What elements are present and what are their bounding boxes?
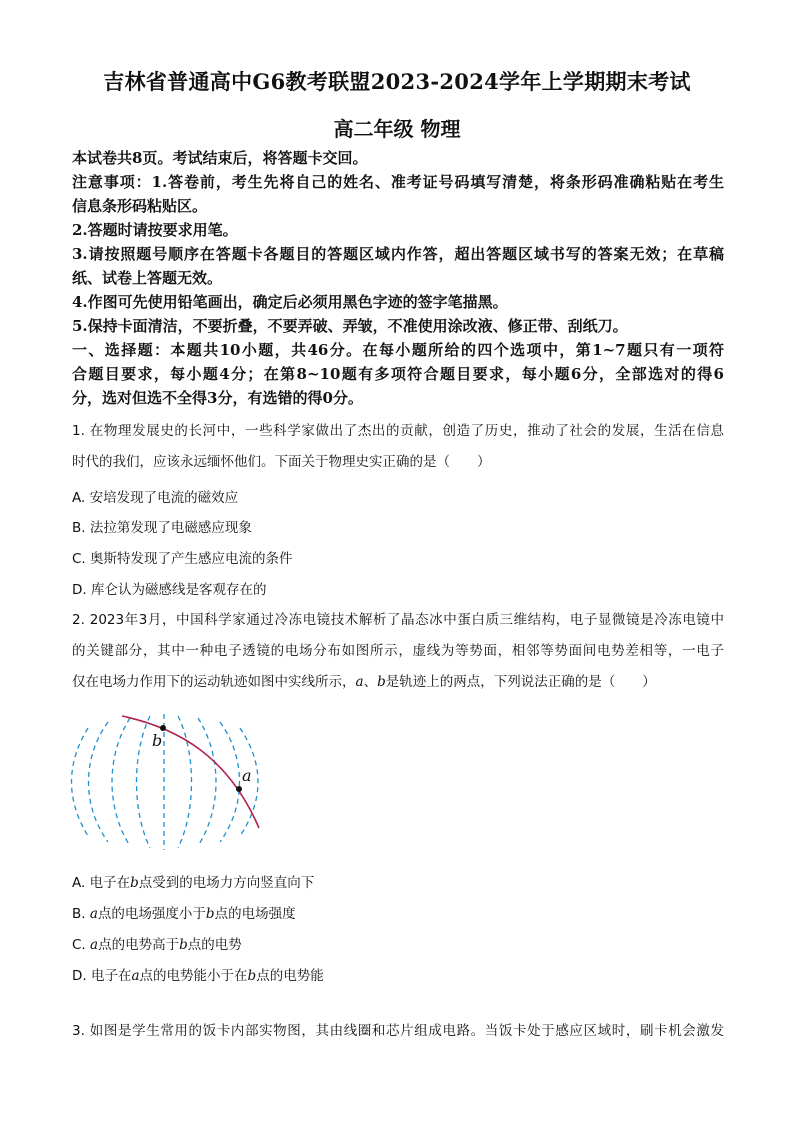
q2-stem-line-1: 2. 2023年3月，中国科学家通过冷冻电镜技术解析了晶态冰中蛋白质三维结构，电子显微镜是冷冻电镜中: [72, 612, 724, 628]
q2-opt-c-var-2: b: [179, 937, 188, 953]
equipotential-left-1: [137, 716, 151, 848]
var-a: a: [355, 674, 364, 690]
q1-option-b: B. 法拉第发现了电磁感应现象: [72, 520, 252, 536]
note-pages: 本试卷共8页。考试结束后，将答题卡交回。: [72, 149, 368, 167]
question-1-stem: [72, 416, 724, 478]
note-item-3b: 纸、试卷上答题无效。: [72, 269, 223, 287]
note-item-2: 2.答题时请按要求用笔。: [72, 221, 238, 239]
q2-option-a: [72, 871, 314, 891]
q2-opt-d-var-1: a: [131, 968, 140, 984]
equipotential-lines: [72, 714, 259, 850]
q2-opt-a-text-1: A. 电子在: [72, 875, 131, 891]
point-a-marker: [236, 786, 242, 792]
q2-opt-d-var-2: b: [247, 968, 257, 984]
equipotential-left-2: [112, 718, 130, 846]
exam-subtitle: 高二年级 物理: [333, 117, 461, 141]
equipotential-left-4: [72, 728, 89, 836]
q2-opt-b-var-2: b: [205, 906, 215, 922]
q2-opt-d-text-3: 点的电势能: [256, 968, 324, 984]
q2-opt-b-text-2: 点的电场强度小于: [97, 906, 206, 922]
electric-field-figure: [68, 708, 268, 854]
equipotential-right-1: [178, 716, 192, 848]
note-item-4: 4.作图可先使用铅笔画出，确定后必须用黑色字迹的签字笔描黑。: [72, 293, 508, 311]
equipotential-left-3: [89, 722, 109, 842]
q2-opt-b-var-1: a: [89, 906, 98, 922]
question-3-stem: [72, 1016, 724, 1047]
label-a: a: [242, 766, 252, 785]
q1-stem-line-1: 1. 在物理发展史的长河中，一些科学家做出了杰出的贡献，创造了历史，推动了社会的发展，生活在信息: [72, 423, 724, 439]
equipotential-right-2: [198, 718, 216, 846]
note-item-3a: 3.请按照题号顺序在答题卡各题目的答题区域内作答，超出答题区域书写的答案无效；在草稿: [72, 245, 724, 263]
q2-stem-text-1: 仅在电场力作用下的运动轨迹如图中实线所示，: [72, 674, 356, 690]
section-heading-b: 合题目要求，每小题4分；在第8~10题有多项符合题目要求，每小题6分，全部选对的得6: [72, 365, 724, 383]
note-attention-1a: 注意事项：1.答卷前，考生先将自己的姓名、准考证号码填写清楚，将条形码准确粘贴在考生: [72, 173, 724, 191]
q1-option-c: C. 奥斯特发现了产生感应电流的条件: [72, 551, 293, 567]
var-b: b: [377, 674, 386, 690]
q2-opt-d-text-2: 点的电势能小于在: [139, 968, 248, 984]
q2-stem-line-2: 的关键部分，其中一种电子透镜的电场分布如图所示，虚线为等势面，相邻等势面间电势差相等，一电子: [72, 643, 724, 659]
q2-opt-c-text-2: 点的电势高于: [98, 937, 180, 953]
q1-option-a: A. 安培发现了电流的磁效应: [72, 490, 239, 506]
instructions: [72, 146, 724, 410]
equipotential-right-3: [220, 722, 240, 842]
q2-opt-a-var: b: [130, 875, 139, 891]
note-item-5: 5.保持卡面清洁，不要折叠，不要弄破、弄皱，不准使用涂改液、修正带、刮纸刀。: [72, 317, 628, 335]
q2-stem-line-3: [72, 667, 724, 698]
section-heading-c: 分，选对但选不全得3分，有选错的得0分。: [72, 389, 363, 407]
q2-opt-c-text-3: 点的电势: [187, 937, 242, 953]
q2-opt-b-text-3: 点的电场强度: [214, 906, 296, 922]
q2-stem-sep: 、: [363, 674, 378, 690]
q1-option-d: D. 库仑认为磁感线是客观存在的: [72, 582, 267, 598]
q2-option-c: [72, 933, 242, 953]
label-b: b: [152, 731, 163, 750]
question-2-stem: [72, 605, 724, 698]
q2-opt-c-text-1: C.: [72, 937, 91, 953]
q2-opt-b-text-1: B.: [72, 906, 90, 922]
exam-title: 吉林省普通高中G6教考联盟2023-2024学年上学期期末考试: [103, 69, 691, 94]
note-attention-1b: 信息条形码粘贴区。: [72, 197, 208, 215]
q3-stem-line-1: 3. 如图是学生常用的饭卡内部实物图，其由线圈和芯片组成电路。当饭卡处于感应区域时，刷卡机会激发: [72, 1023, 724, 1039]
section-heading-a: 一、选择题：本题共10小题，共46分。在每小题所给的四个选项中，第1~7题只有一项符: [72, 341, 724, 359]
q2-stem-text-2: 是轨迹上的两点，下列说法正确的是（ ）: [385, 674, 656, 690]
q2-opt-c-var-1: a: [90, 937, 99, 953]
q2-opt-d-text-1: D. 电子在: [72, 968, 132, 984]
q2-option-b: [72, 902, 296, 922]
q2-option-d: [72, 964, 324, 984]
q1-stem-line-2: 时代的我们，应该永远缅怀他们。下面关于物理史实正确的是（ ）: [72, 454, 491, 470]
q2-opt-a-text-2: 点受到的电场力方向竖直向下: [138, 875, 315, 891]
